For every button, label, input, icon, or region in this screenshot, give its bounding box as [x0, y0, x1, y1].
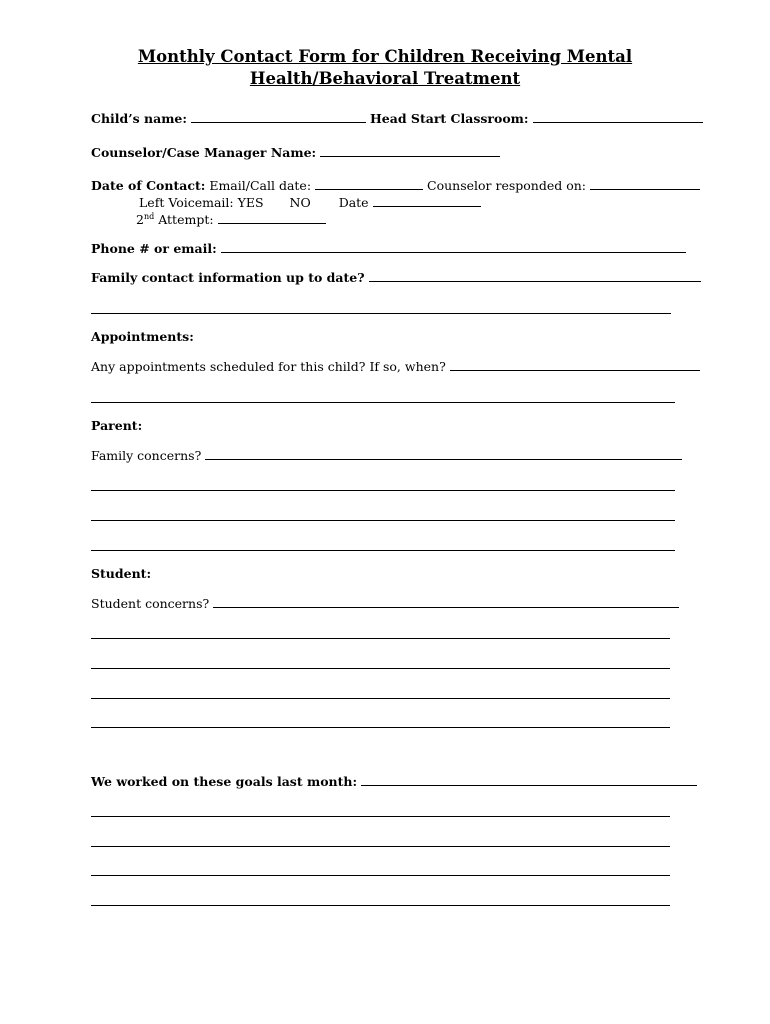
voicemail-date-field[interactable] — [373, 193, 481, 207]
family-concerns-row — [91, 446, 682, 464]
counselor-name-label: Counselor/Case Manager Name: — [91, 145, 317, 160]
date-label: Date — [338, 195, 369, 210]
family-contact-field[interactable] — [369, 268, 701, 282]
counselor-name-row — [91, 143, 500, 161]
student-concerns-line-2[interactable] — [91, 638, 670, 639]
childs-name-field[interactable] — [191, 109, 366, 123]
second-attempt-number: 2 — [136, 212, 144, 227]
phone-email-field[interactable] — [221, 239, 686, 253]
second-attempt-label: Attempt: — [158, 212, 214, 227]
student-concerns-row — [91, 594, 679, 612]
phone-email-label: Phone # or email: — [91, 241, 217, 256]
student-concerns-line-4[interactable] — [91, 698, 670, 699]
counselor-responded-field[interactable] — [590, 176, 700, 190]
date-of-contact-label: Date of Contact: — [91, 178, 206, 193]
student-heading: Student: — [91, 566, 152, 581]
appointments-question-row — [91, 357, 700, 375]
student-concerns-line-5[interactable] — [91, 727, 670, 728]
appointments-heading: Appointments: — [91, 329, 194, 344]
voicemail-row — [139, 193, 481, 211]
goals-line-4[interactable] — [91, 875, 670, 876]
appointments-question: Any appointments scheduled for this child? If so, when? — [91, 359, 446, 374]
second-attempt-suffix: nd — [143, 211, 155, 221]
goals-heading: We worked on these goals last month: — [91, 774, 358, 789]
goals-row — [91, 772, 697, 790]
family-concerns-line-2[interactable] — [91, 490, 675, 491]
form-title: Monthly Contact Form for Children Receiving Mental Health/Behavioral Treatment — [137, 47, 633, 88]
goals-line-2[interactable] — [91, 816, 670, 817]
counselor-responded-label: Counselor responded on: — [427, 178, 587, 193]
parent-heading: Parent: — [91, 418, 143, 433]
date-of-contact-row — [91, 176, 700, 194]
second-attempt-field[interactable] — [218, 210, 326, 224]
email-call-date-field[interactable] — [315, 176, 423, 190]
goals-line-3[interactable] — [91, 846, 670, 847]
family-concerns-line-3[interactable] — [91, 520, 675, 521]
second-attempt-row — [136, 210, 326, 228]
left-voicemail-yes-label: Left Voicemail: YES — [139, 195, 264, 210]
family-concerns-line-4[interactable] — [91, 550, 675, 551]
phone-email-row — [91, 239, 686, 257]
appointments-line-2[interactable] — [91, 402, 675, 403]
counselor-name-field[interactable] — [320, 143, 500, 157]
head-start-classroom-field[interactable] — [533, 109, 703, 123]
family-contact-label: Family contact information up to date? — [91, 270, 365, 285]
no-label: NO — [289, 195, 311, 210]
goals-field[interactable] — [361, 772, 697, 786]
student-concerns-line-3[interactable] — [91, 668, 670, 669]
head-start-classroom-label: Head Start Classroom: — [369, 111, 529, 126]
goals-line-5[interactable] — [91, 905, 670, 906]
family-concerns-field[interactable] — [205, 446, 682, 460]
student-concerns-field[interactable] — [213, 594, 679, 608]
childs-name-label: Child’s name: — [91, 111, 187, 126]
student-concerns-question: Student concerns? — [91, 596, 210, 611]
family-contact-row — [91, 268, 701, 286]
email-call-date-label: Email/Call date: — [209, 178, 312, 193]
family-contact-line-2[interactable] — [91, 313, 671, 314]
appointments-field[interactable] — [450, 357, 700, 371]
family-concerns-question: Family concerns? — [91, 448, 202, 463]
childs-name-row — [91, 109, 703, 127]
